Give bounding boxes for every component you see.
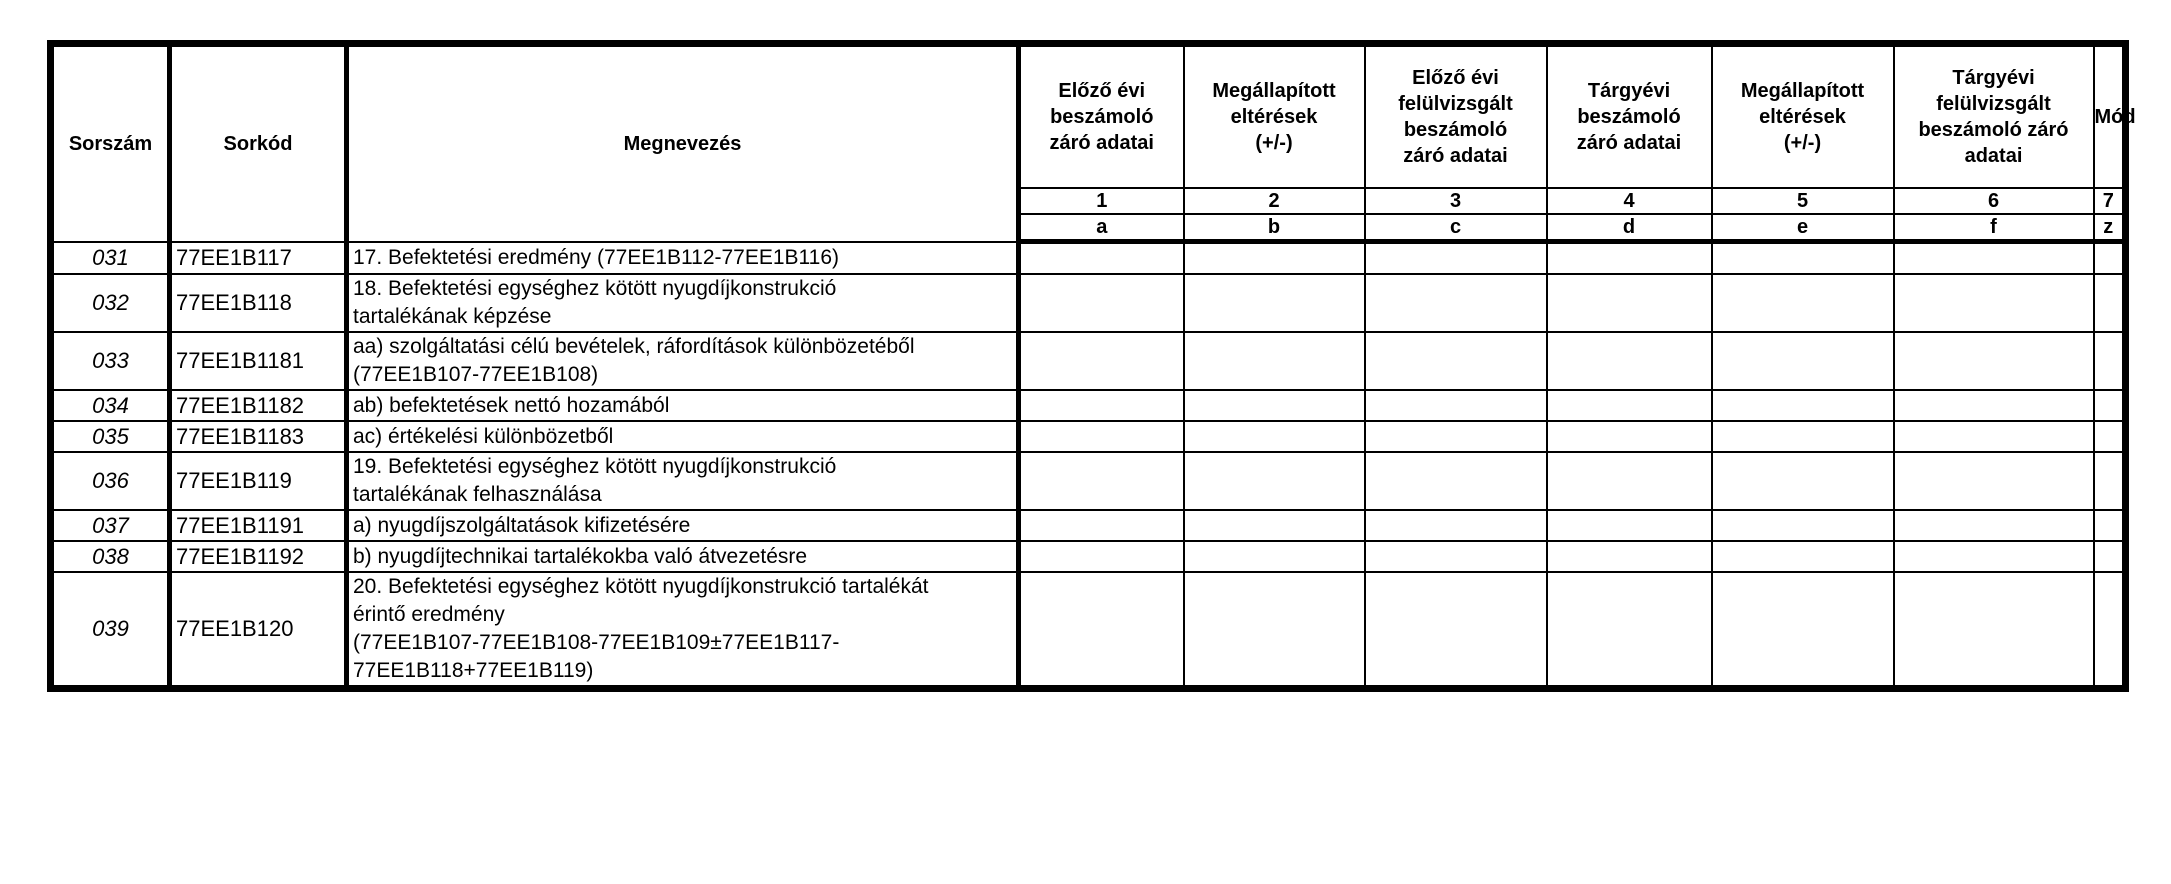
row-sorkod: 77EE1B1191	[170, 510, 347, 541]
header-col-2-line: eltérések	[1230, 106, 1318, 128]
row-sorszam: 037	[51, 510, 170, 541]
header-col-4-line: beszámoló	[1577, 106, 1681, 128]
input-cell-e[interactable]	[1712, 390, 1894, 421]
header-col-1-line: Előző évi	[1058, 80, 1146, 102]
column-letter: f	[1894, 214, 2094, 242]
row-name	[347, 390, 1019, 421]
row-name-line: érintő eredmény	[353, 603, 505, 626]
row-sorkod: 77EE1B1192	[170, 541, 347, 572]
header-col-5	[1712, 44, 1894, 189]
input-cell-f[interactable]	[1894, 242, 2094, 275]
column-letter: z	[2094, 214, 2126, 242]
row-name-line: a) nyugdíjszolgáltatások kifizetésére	[353, 513, 691, 537]
header-col-1-line: beszámoló	[1050, 106, 1154, 128]
input-cell-d[interactable]	[1547, 510, 1712, 541]
row-name-line: b) nyugdíjtechnikai tartalékokba való átvezetésre	[353, 544, 808, 568]
header-col-4	[1547, 44, 1712, 189]
row-name-line: (77EE1B107-77EE1B108-77EE1B109±77EE1B117-	[353, 631, 840, 654]
header-megnevezes: Megnevezés	[347, 44, 1019, 242]
header-col-7: Mód	[2094, 44, 2126, 189]
input-cell-e[interactable]	[1712, 332, 1894, 390]
input-cell-b[interactable]	[1184, 332, 1365, 390]
input-cell-d[interactable]	[1547, 242, 1712, 275]
input-cell-d[interactable]	[1547, 332, 1712, 390]
row-sorszam: 035	[51, 421, 170, 452]
input-cell-z[interactable]	[2094, 510, 2126, 541]
table-row	[51, 541, 2126, 572]
column-number: 4	[1547, 188, 1712, 214]
row-sorkod: 77EE1B118	[170, 274, 347, 332]
input-cell-c[interactable]	[1365, 421, 1547, 452]
input-cell-c[interactable]	[1365, 510, 1547, 541]
row-sorkod: 77EE1B117	[170, 242, 347, 275]
report-table	[47, 40, 2136, 692]
column-letter: a	[1019, 214, 1184, 242]
input-cell-e[interactable]	[1712, 452, 1894, 510]
input-cell-a[interactable]	[1019, 242, 1184, 275]
row-name	[347, 421, 1019, 452]
input-cell-b[interactable]	[1184, 274, 1365, 332]
input-cell-a[interactable]	[1019, 390, 1184, 421]
table-row	[51, 510, 2126, 541]
header-col-3-line: Előző évi	[1412, 67, 1499, 89]
input-cell-f[interactable]	[1894, 572, 2094, 689]
input-cell-z[interactable]	[2094, 332, 2126, 390]
input-cell-b[interactable]	[1184, 421, 1365, 452]
header-col-3	[1365, 44, 1547, 189]
input-cell-c[interactable]	[1365, 274, 1547, 332]
table-row	[51, 242, 2126, 275]
row-name-line: 19. Befektetési egységhez kötött nyugdíjkonstrukció	[353, 455, 837, 478]
input-cell-c[interactable]	[1365, 332, 1547, 390]
header-col-2	[1184, 44, 1365, 189]
input-cell-d[interactable]	[1547, 390, 1712, 421]
input-cell-e[interactable]	[1712, 541, 1894, 572]
row-name-line: ab) befektetések nettó hozamából	[353, 393, 670, 417]
header-col-6	[1894, 44, 2094, 189]
input-cell-a[interactable]	[1019, 510, 1184, 541]
input-cell-z[interactable]	[2094, 572, 2126, 689]
row-name	[347, 572, 1019, 689]
row-name-line: 17. Befektetési eredmény (77EE1B112-77EE1B116)	[353, 245, 840, 269]
row-name	[347, 274, 1019, 332]
input-cell-z[interactable]	[2094, 541, 2126, 572]
input-cell-d[interactable]	[1547, 421, 1712, 452]
table-row	[51, 390, 2126, 421]
input-cell-c[interactable]	[1365, 390, 1547, 421]
column-number: 5	[1712, 188, 1894, 214]
row-name-line: aa) szolgáltatási célú bevételek, ráfordítások különbözetéből	[353, 335, 915, 358]
input-cell-f[interactable]	[1894, 541, 2094, 572]
input-cell-e[interactable]	[1712, 274, 1894, 332]
row-sorkod: 77EE1B119	[170, 452, 347, 510]
input-cell-f[interactable]	[1894, 390, 2094, 421]
header-col-1-line: záró adatai	[1049, 132, 1154, 154]
row-sorszam: 031	[51, 242, 170, 275]
row-sorkod: 77EE1B120	[170, 572, 347, 689]
row-name-line: 20. Befektetési egységhez kötött nyugdíjkonstrukció tartalékát	[353, 575, 929, 598]
header-sorkod: Sorkód	[170, 44, 347, 242]
row-sorszam: 036	[51, 452, 170, 510]
row-sorszam: 034	[51, 390, 170, 421]
input-cell-z[interactable]	[2094, 242, 2126, 275]
row-name-line: ac) értékelési különbözetből	[353, 424, 614, 448]
row-sorszam: 038	[51, 541, 170, 572]
row-name	[347, 510, 1019, 541]
row-name-line: 18. Befektetési egységhez kötött nyugdíjkonstrukció	[353, 277, 837, 300]
input-cell-d[interactable]	[1547, 274, 1712, 332]
column-number: 7	[2094, 188, 2126, 214]
input-cell-z[interactable]	[2094, 274, 2126, 332]
row-name	[347, 242, 1019, 275]
table-row	[51, 421, 2126, 452]
column-number: 1	[1019, 188, 1184, 214]
row-sorszam: 039	[51, 572, 170, 689]
header-col-4-line: Tárgyévi	[1587, 80, 1671, 102]
input-cell-e[interactable]	[1712, 421, 1894, 452]
header-col-3-line: beszámoló	[1403, 119, 1508, 141]
table-row	[51, 332, 2126, 390]
input-cell-a[interactable]	[1019, 572, 1184, 689]
input-cell-f[interactable]	[1894, 274, 2094, 332]
row-sorszam: 033	[51, 332, 170, 390]
header-col-3-line: záró adatai	[1403, 145, 1508, 167]
column-letter: c	[1365, 214, 1547, 242]
input-cell-e[interactable]	[1712, 242, 1894, 275]
row-name-line: 77EE1B118+77EE1B119)	[353, 659, 594, 682]
header-col-6-line: Tárgyévi	[1952, 67, 2035, 89]
input-cell-c[interactable]	[1365, 572, 1547, 689]
header-col-6-line: beszámoló záró	[1918, 119, 2069, 141]
row-name	[347, 452, 1019, 510]
row-name-line: tartalékának képzése	[353, 305, 552, 328]
header-col-5-line: (+/-)	[1783, 132, 1822, 154]
input-cell-a[interactable]	[1019, 452, 1184, 510]
input-cell-a[interactable]	[1019, 541, 1184, 572]
header-col-6-line: felülvizsgált	[1936, 93, 2051, 115]
row-name	[347, 541, 1019, 572]
column-number: 3	[1365, 188, 1547, 214]
header-col-6-line: adatai	[1964, 145, 2023, 167]
input-cell-b[interactable]	[1184, 572, 1365, 689]
table-row	[51, 452, 2126, 510]
input-cell-z[interactable]	[2094, 390, 2126, 421]
input-cell-a[interactable]	[1019, 274, 1184, 332]
row-sorkod: 77EE1B1181	[170, 332, 347, 390]
row-sorkod: 77EE1B1183	[170, 421, 347, 452]
input-cell-a[interactable]	[1019, 332, 1184, 390]
table-row	[51, 572, 2126, 689]
input-cell-d[interactable]	[1547, 452, 1712, 510]
column-letter: b	[1184, 214, 1365, 242]
header-col-2-line: (+/-)	[1255, 132, 1293, 154]
row-name	[347, 332, 1019, 390]
input-cell-b[interactable]	[1184, 541, 1365, 572]
input-cell-b[interactable]	[1184, 390, 1365, 421]
row-name-line: tartalékának felhasználása	[353, 483, 602, 506]
header-col-4-line: záró adatai	[1576, 132, 1682, 154]
input-cell-e[interactable]	[1712, 510, 1894, 541]
input-cell-c[interactable]	[1365, 541, 1547, 572]
input-cell-e[interactable]	[1712, 572, 1894, 689]
column-letter: e	[1712, 214, 1894, 242]
header-col-5-line: eltérések	[1759, 106, 1846, 128]
header-col-1	[1019, 44, 1184, 189]
header-col-2-line: Megállapított	[1212, 80, 1336, 102]
input-cell-c[interactable]	[1365, 242, 1547, 275]
column-number: 6	[1894, 188, 2094, 214]
input-cell-f[interactable]	[1894, 510, 2094, 541]
input-cell-f[interactable]	[1894, 332, 2094, 390]
input-cell-z[interactable]	[2094, 421, 2126, 452]
column-number: 2	[1184, 188, 1365, 214]
row-sorszam: 032	[51, 274, 170, 332]
header-col-3-line: felülvizsgált	[1398, 93, 1513, 115]
input-cell-a[interactable]	[1019, 421, 1184, 452]
input-cell-c[interactable]	[1365, 452, 1547, 510]
header-sorszam: Sorszám	[51, 44, 170, 242]
row-name-line: (77EE1B107-77EE1B108)	[353, 363, 599, 386]
input-cell-b[interactable]	[1184, 242, 1365, 275]
input-cell-z[interactable]	[2094, 452, 2126, 510]
input-cell-f[interactable]	[1894, 421, 2094, 452]
row-sorkod: 77EE1B1182	[170, 390, 347, 421]
header-col-5-line: Megállapított	[1740, 80, 1865, 102]
input-cell-f[interactable]	[1894, 452, 2094, 510]
input-cell-b[interactable]	[1184, 452, 1365, 510]
input-cell-d[interactable]	[1547, 572, 1712, 689]
input-cell-d[interactable]	[1547, 541, 1712, 572]
column-letter: d	[1547, 214, 1712, 242]
table-row	[51, 274, 2126, 332]
input-cell-b[interactable]	[1184, 510, 1365, 541]
